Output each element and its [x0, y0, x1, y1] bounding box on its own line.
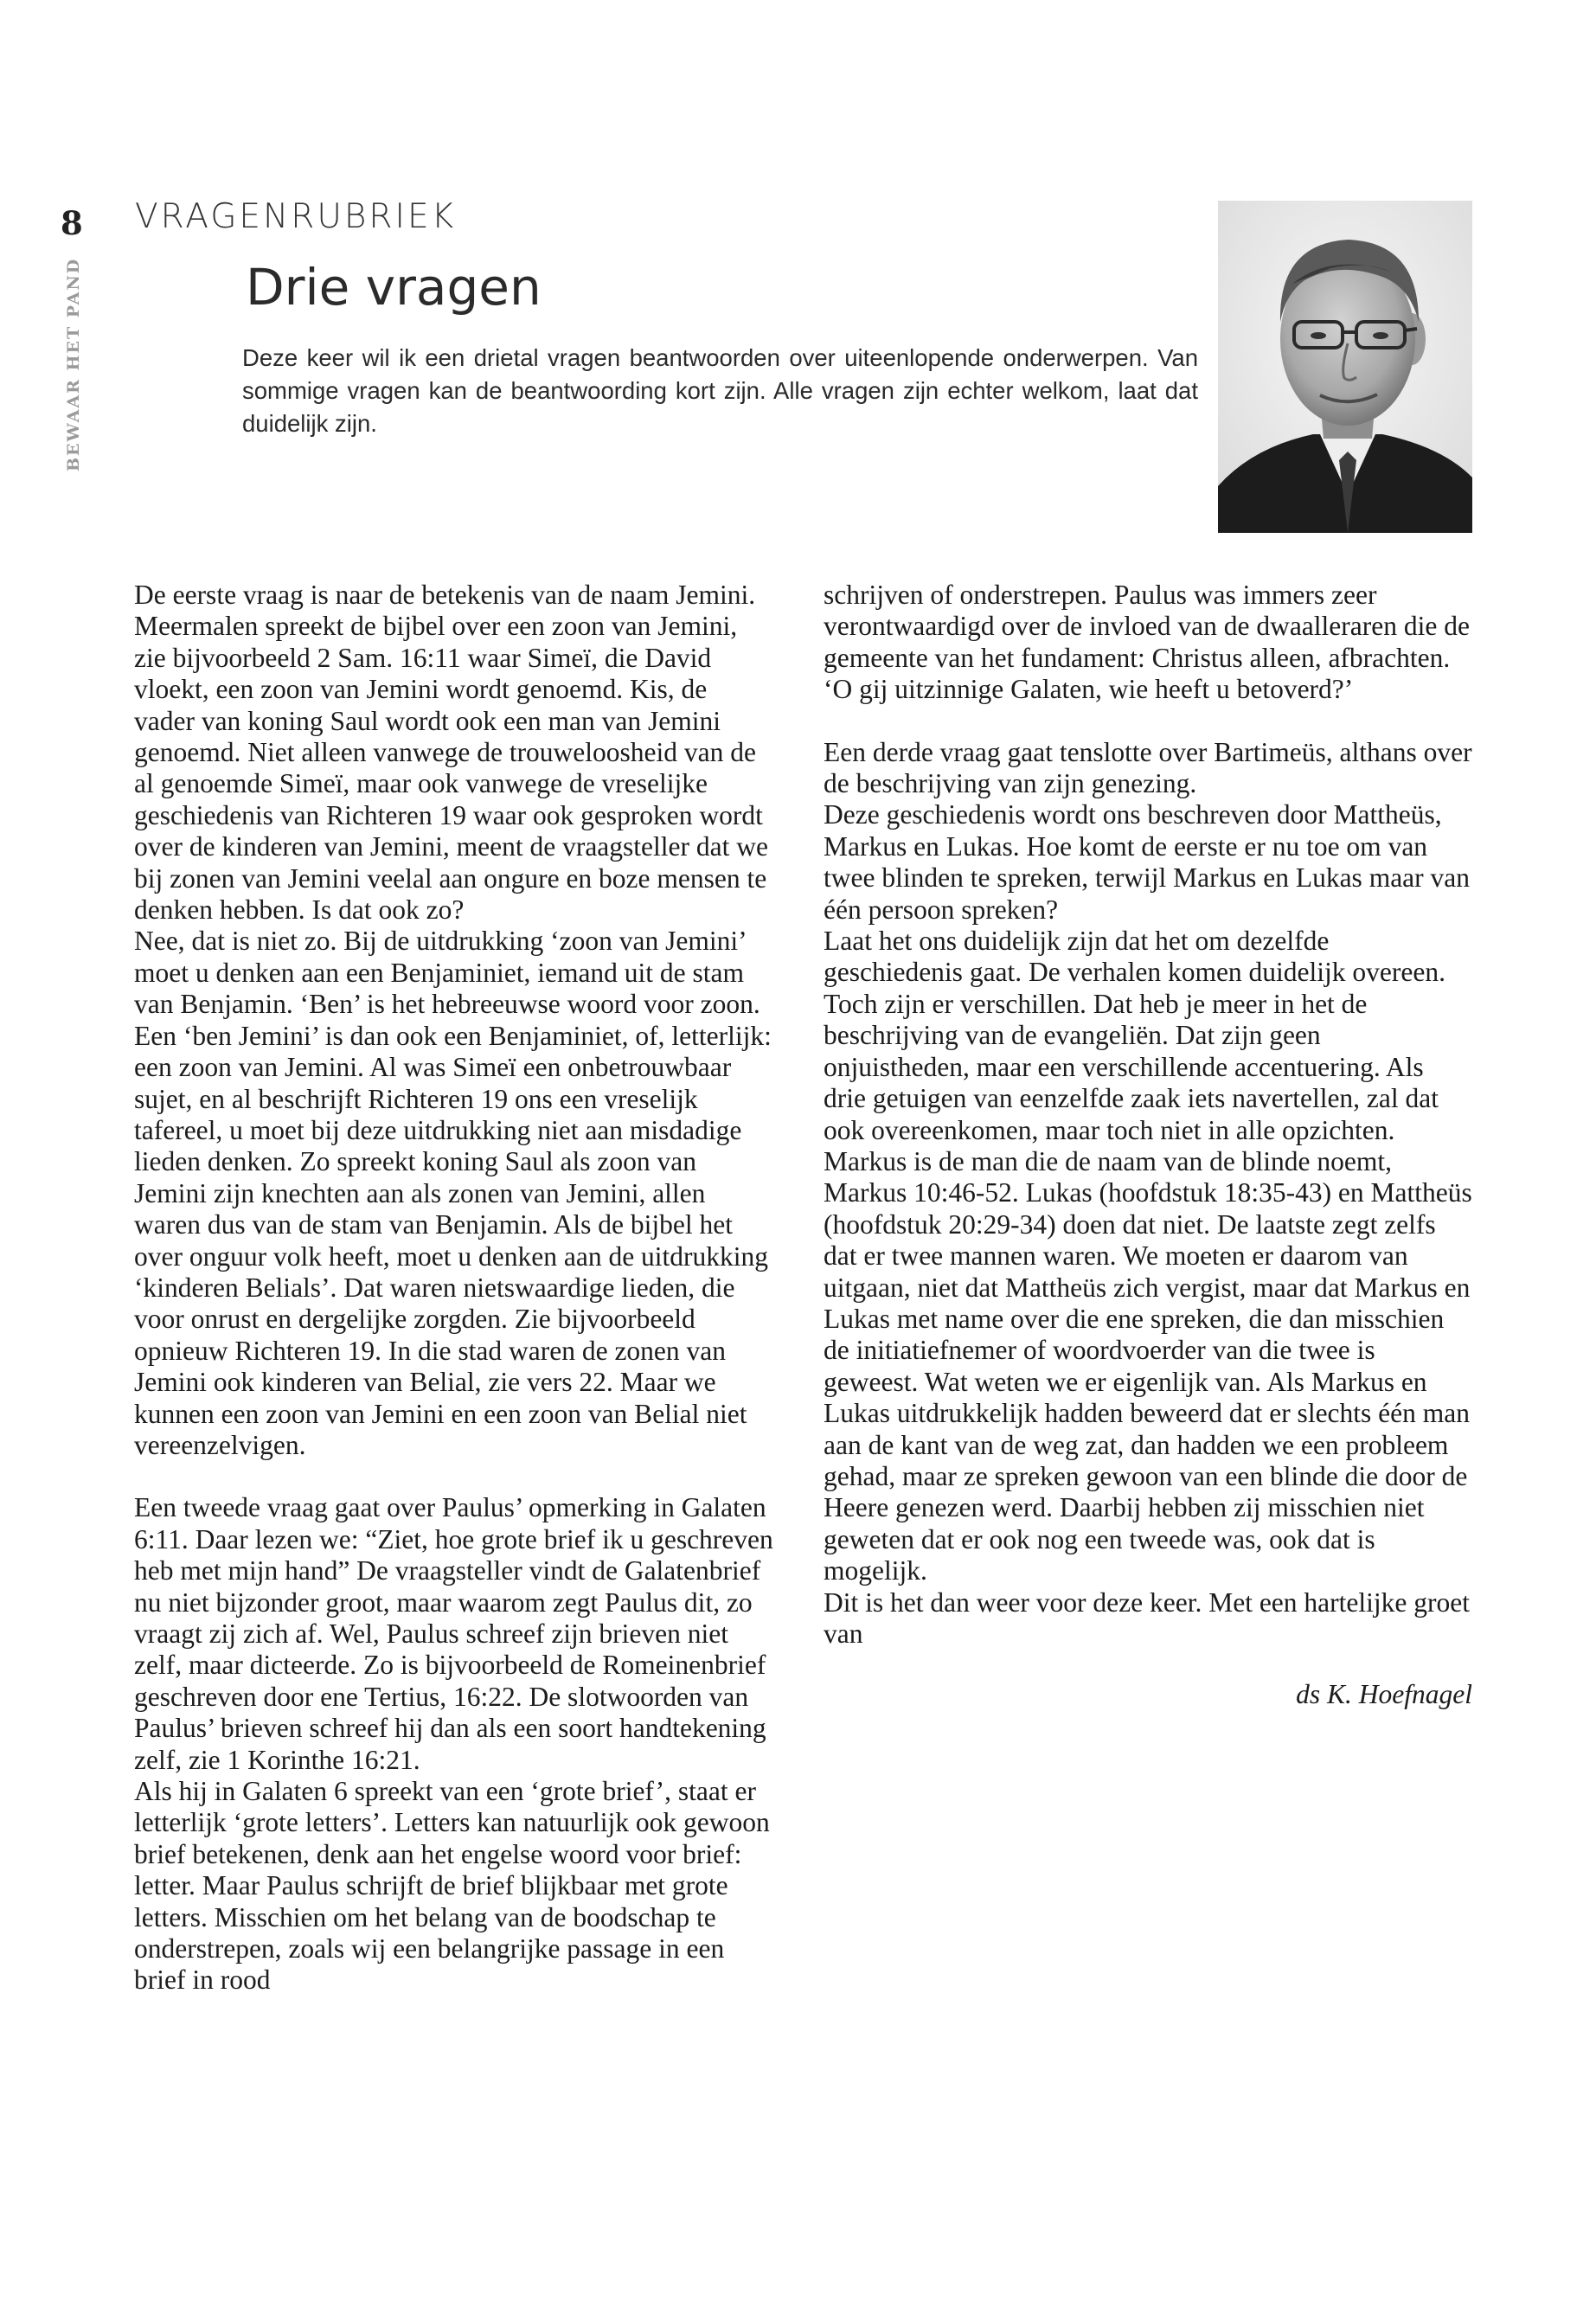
paragraph: Als hij in Galaten 6 spreekt van een ‘grote brief’, staat er letterlijk ‘grote letters’. Letters kan natuurlijk ook gewoon brief betekenen, denk aan het engelse woord voor brief: letter. Maar Paulus schrijft de brief blijkbaar met grote letters. Misschien om het belang van de boodschap te onderstrepen, zoals wij een belangrijke passage in een brief in rood — [134, 1776, 770, 1996]
author-signature: ds K. Hoefnagel — [1296, 1679, 1472, 1710]
article-intro: Deze keer wil ik een drietal vragen beantwoorden over uiteenlopende onderwerpen. Van sommige vragen kan de beantwoording kort zijn. Alle vragen zijn echter welkom, laat dat duidelijk zijn. — [242, 344, 1198, 437]
article-column-left — [134, 580, 774, 1997]
paragraph: Dit is het dan weer voor deze keer. Met een hartelijke groet van — [824, 1586, 1470, 1649]
paragraph: schrijven of onderstrepen. Paulus was immers zeer verontwaardigd over de invloed van de dwaalleraren die de gemeente van het fundament: Christus alleen, afbrachten. ‘O gij uitzinnige Galaten, wie heeft u betoverd?’ — [824, 580, 1470, 705]
section-heading: VRAGENRUBRIEK — [135, 197, 457, 236]
article-column-right — [824, 580, 1472, 1711]
paragraph: Een derde vraag gaat tenslotte over Bartimeüs, althans over de beschrijving van zijn genezing. — [824, 736, 1472, 799]
author-portrait-icon — [1218, 201, 1472, 533]
paragraph: De eerste vraag is naar de betekenis van de naam Jemini. Meermalen spreekt de bijbel over een zoon van Jemini, zie bijvoorbeeld 2 Sam. 16:11 waar Simeï, die David vloekt, een zoon van Jemini wordt genoemd. Kis, de vader van koning Saul wordt ook een man van Jemini genoemd. Niet alleen vanwege de trouweloosheid van de al genoemde Simeï, maar ook vanwege de vreselijke geschiedenis van Richteren 19 waar ook gesproken wordt over de kinderen van Jemini, meent de vraagsteller dat we bij zonen van Jemini veelal aan ongure en boze mensen te denken hebben. Is dat ook zo? — [134, 580, 768, 926]
paragraph: Laat het ons duidelijk zijn dat het om dezelfde geschiedenis gaat. De verhalen komen duidelijk overeen. Toch zijn er verschillen. Dat heb je meer in het de beschrijving van de evangeliën. Dat zijn geen onjuistheden, maar een verschillende accentuering. Als drie getuigen van eenzelfde zaak iets navertellen, zal dat ook overeenkomen, maar toch niet in alle opzichten. Markus is de man die de naam van de blinde noemt, Markus 10:46-52. Lukas (hoofdstuk 18:35-43) en Mattheüs (hoofdstuk 20:29-34) doen dat niet. De laatste zegt zelfs dat er twee mannen waren. We moeten er daarom van uitgaan, niet dat Mattheüs zich vergist, maar dat Markus en Lukas met name over die ene spreken, die dan misschien de initiatiefnemer of woordvoerder van die twee is geweest. Wat weten we er eigenlijk van. Als Markus en Lukas uitdrukkelijk hadden beweerd dat er slechts één man aan de kant van de weg zat, dan hadden we een probleem gehad, maar ze spreken gewoon van een blinde die door de Heere genezen werd. Daarbij hebben zij misschien niet geweten dat er ook nog een tweede was, ook dat is mogelijk. — [824, 926, 1472, 1586]
publication-name: BEWAAR HET PAND — [64, 257, 83, 471]
paragraph: Nee, dat is niet zo. Bij de uitdrukking ‘zoon van Jemini’ moet u denken aan een Benjaminiet, iemand uit de stam van Benjamin. ‘Ben’ is het hebreeuwse woord voor zoon. Een ‘ben Jemini’ is dan ook een Benjaminiet, of, letterlijk: een zoon van Jemini. Al was Simeï een onbetrouwbaar sujet, en al beschrijft Richteren 19 ons een vreselijk tafereel, u moet bij deze uitdrukking niet aan misdadige lieden denken. Zo spreekt koning Saul als zoon van Jemini zijn knechten aan als zonen van Jemini, allen waren dus van de stam van Benjamin. Als de bijbel het over onguur volk heeft, moet u denken aan de uitdrukking ‘kinderen Belials’. Dat waren nietswaardige lieden, die voor onrust en dergelijke zorgden. Zie bijvoorbeeld opnieuw Richteren 19. In die stad waren de zonen van Jemini ook kinderen van Belial, zie vers 22. Maar we kunnen een zoon van Jemini en een zoon van Belial niet vereenzelvigen. — [134, 926, 772, 1460]
paragraph: Een tweede vraag gaat over Paulus’ opmerking in Galaten 6:11. Daar lezen we: “Ziet, hoe grote brief ik u geschreven heb met mijn hand” De vraagsteller vindt de Galatenbrief nu niet bijzonder groot, maar waarom zegt Paulus dit, zo vraagt zij zich af. Wel, Paulus schreef zijn brieven niet zelf, maar dicteerde. Zo is bijvoorbeeld de Romeinenbrief geschreven door ene Tertius, 16:22. De slotwoorden van Paulus’ brieven schreef hij dan als een soort handtekening zelf, zie 1 Korinthe 16:21. — [134, 1492, 773, 1775]
page-number: 8 — [61, 204, 83, 242]
article-title: Drie vragen — [246, 258, 542, 317]
paragraph: Deze geschiedenis wordt ons beschreven door Mattheüs, Markus en Lukas. Hoe komt de eerste er nu toe om van twee blinden te spreken, terwijl Markus en Lukas maar van één persoon spreken? — [824, 799, 1471, 925]
